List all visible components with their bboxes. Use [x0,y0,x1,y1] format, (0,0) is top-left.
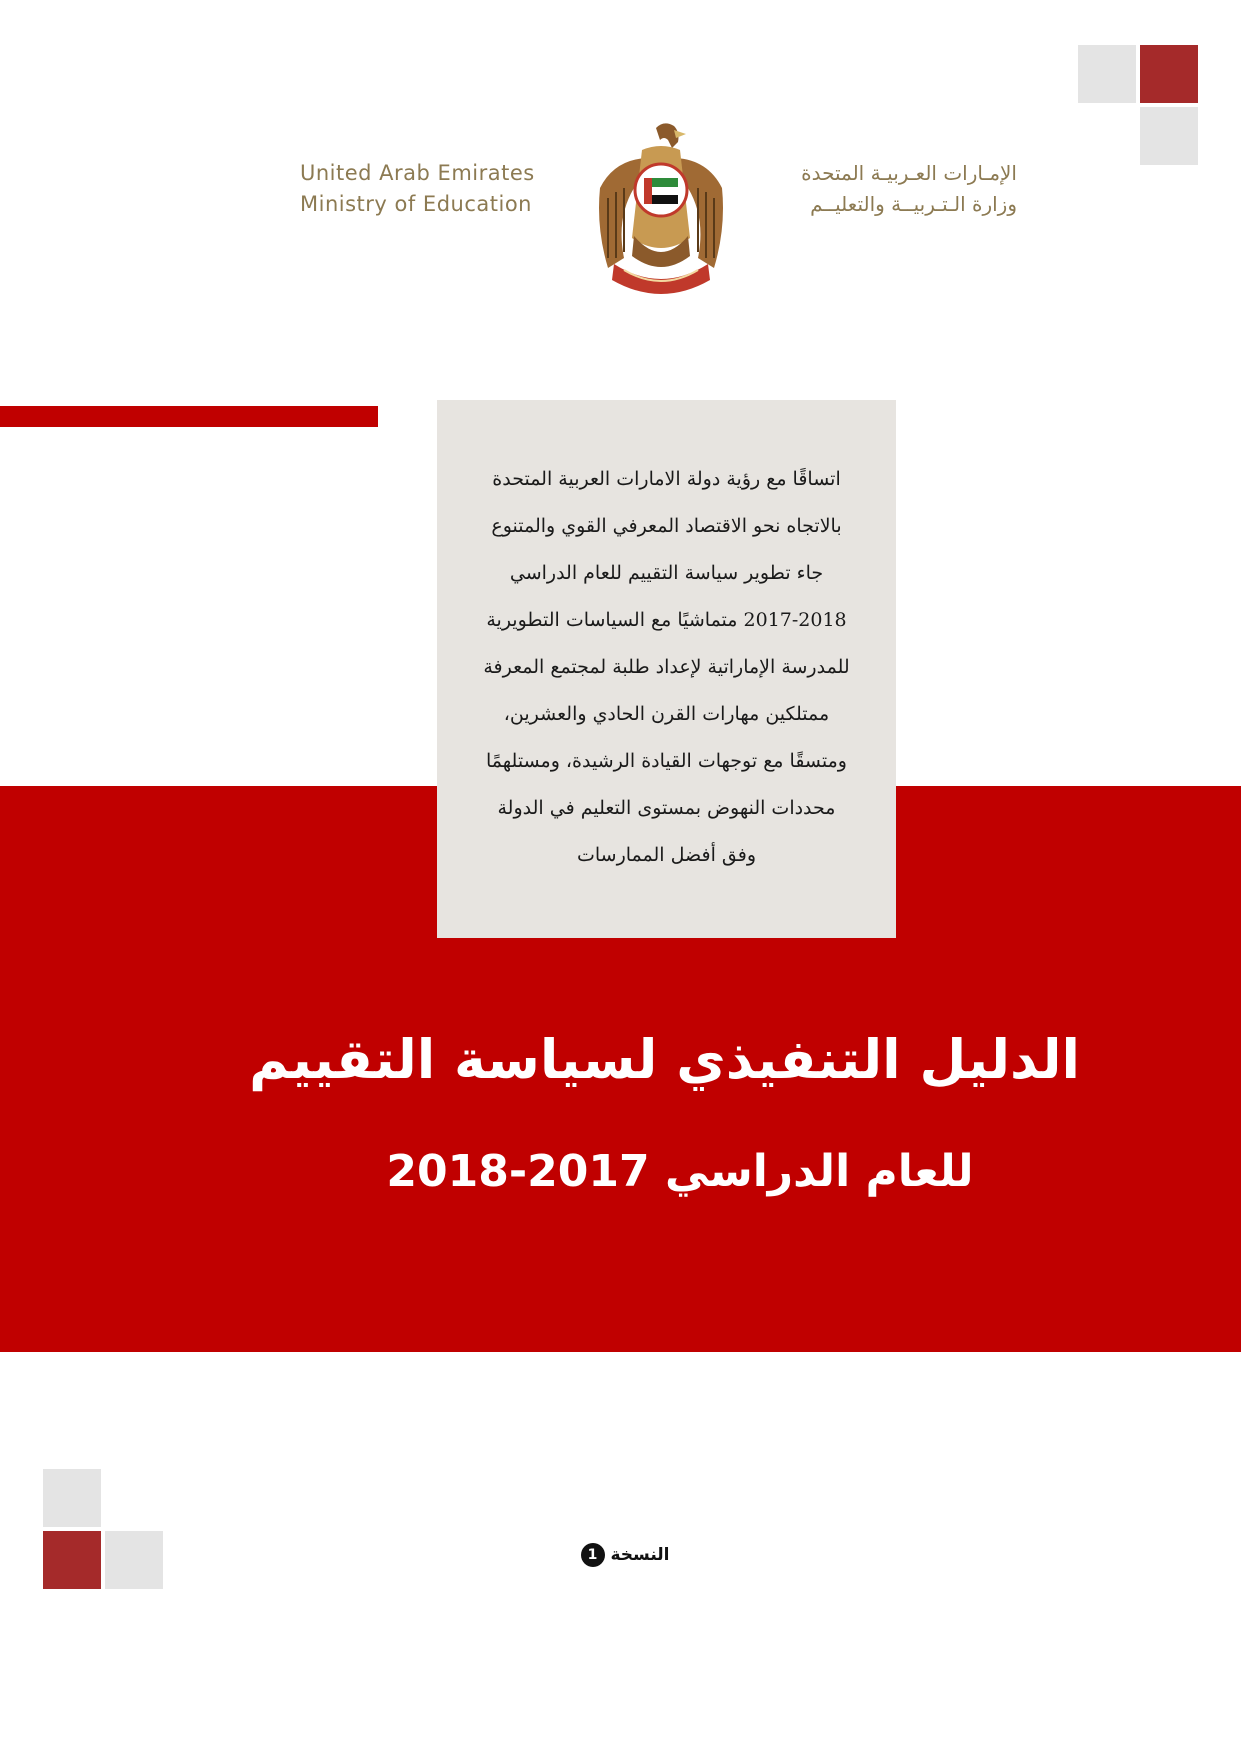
edition-number-badge: 1 [581,1543,605,1567]
red-accent-line [0,406,378,427]
intro-text [437,456,896,879]
intro-line: للمدرسة الإماراتية لإعداد طلبة لمجتمع المعرفة [483,656,850,678]
logo-english-line-2: Ministry of Education [300,192,532,216]
edition-text: النسخة [610,1545,670,1565]
document-subtitle: للعام الدراسي 2017-2018 [386,1146,974,1197]
decor-square-red-bottom [43,1531,101,1589]
logo-arabic-line-1: الإمـارات العـربيـة المتحدة [801,161,1017,185]
decor-square-grey-bottom-right [105,1531,163,1589]
decor-square-grey-bottom-top [43,1469,101,1527]
intro-line: ممتلكين مهارات القرن الحادي والعشرين، [503,703,830,725]
intro-line: 2017-2018 متماشيًا مع السياسات التطويرية [486,609,847,631]
intro-line: جاء تطوير سياسة التقييم للعام الدراسي [509,562,824,584]
intro-box [437,400,896,938]
intro-line: ومتسقًا مع توجهات القيادة الرشيدة، ومستلهمًا [486,750,847,772]
decor-square-grey-top [1078,45,1136,103]
logo-arabic-text [755,158,1017,220]
intro-line: بالاتجاه نحو الاقتصاد المعرفي القوي والمتنوع [491,515,842,537]
document-title: الدليل التنفيذي لسياسة التقييم [249,1028,1080,1091]
logo-english-line-1: United Arab Emirates [300,161,535,185]
intro-line: وفق أفضل الممارسات [576,844,756,866]
decor-square-grey-right [1140,107,1198,165]
logo-english-text [300,158,535,220]
edition-label [560,1539,690,1571]
logo-arabic-line-2: وزارة الـتـربيــة والتعليــم [810,192,1017,216]
intro-line: اتساقًا مع رؤية دولة الامارات العربية المتحدة [492,468,841,490]
intro-line: محددات النهوض بمستوى التعليم في الدولة [497,797,836,819]
uae-emblem-icon [594,118,728,298]
decor-square-red-top [1140,45,1198,103]
